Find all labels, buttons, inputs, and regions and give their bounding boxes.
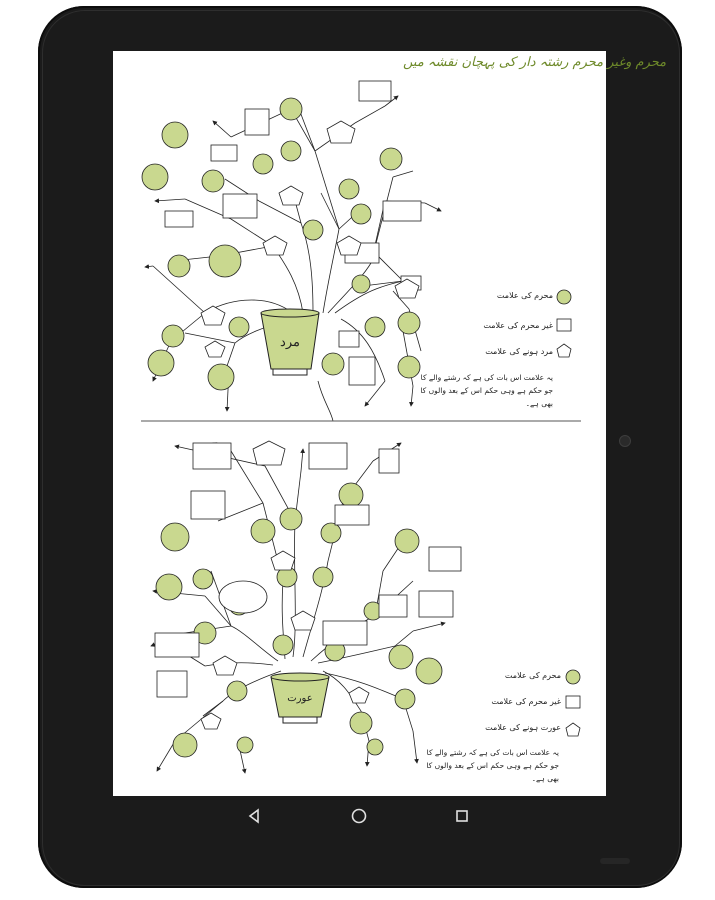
man-center-label: مرد: [280, 335, 300, 350]
legend-man-samegender: مرد ہونے کی علامت: [485, 347, 553, 356]
legend-man-note: یہ علامت اس بات کی ہے کہ رشتے والے کا جو حکم ہے وہی حکم اس کے بعد والوں کا بھی ہے۔: [420, 373, 553, 408]
document-screen: [113, 51, 667, 796]
woman-center-label: عورت: [287, 693, 313, 704]
recents-button[interactable]: [449, 804, 475, 828]
legend-man-symbols: [557, 290, 571, 357]
android-navigation-bar: [113, 796, 606, 836]
home-icon: [350, 807, 368, 825]
home-button[interactable]: [346, 804, 372, 828]
legend-mahram-icon: [566, 670, 580, 684]
recents-icon: [454, 808, 470, 824]
legend-mahram-icon: [557, 290, 571, 304]
camera-icon: [619, 435, 631, 447]
legend-woman-samegender: عورت ہونے کی علامت: [485, 723, 561, 732]
back-button[interactable]: [241, 804, 267, 828]
legend-nonmahram-icon: [566, 696, 580, 708]
speaker-grille: [600, 858, 630, 864]
legend-woman-note: یہ علامت اس بات کی ہے کہ رشتے والے کا جو حکم ہے وہی حکم اس کے بعد والوں کا بھی ہے۔: [426, 748, 559, 783]
legend-samegender-icon: [557, 344, 571, 357]
legend-woman-mahram: محرم کی علامت: [504, 671, 561, 680]
legend-samegender-icon: [566, 723, 580, 736]
legend-woman-nonmahram: غیر محرم کی علامت: [491, 697, 561, 706]
legend-man-mahram: محرم کی علامت: [496, 291, 553, 300]
relations-diagram: [113, 51, 667, 796]
page-title: محرم وغیر محرم رشتہ دار کی پہچان نقشہ میں: [403, 55, 667, 70]
woman-oval-node: [219, 581, 267, 613]
legend-man-nonmahram: غیر محرم کی علامت: [483, 321, 553, 330]
legend-nonmahram-icon: [557, 319, 571, 331]
legend-woman-symbols: [566, 670, 580, 736]
back-icon: [246, 808, 262, 824]
